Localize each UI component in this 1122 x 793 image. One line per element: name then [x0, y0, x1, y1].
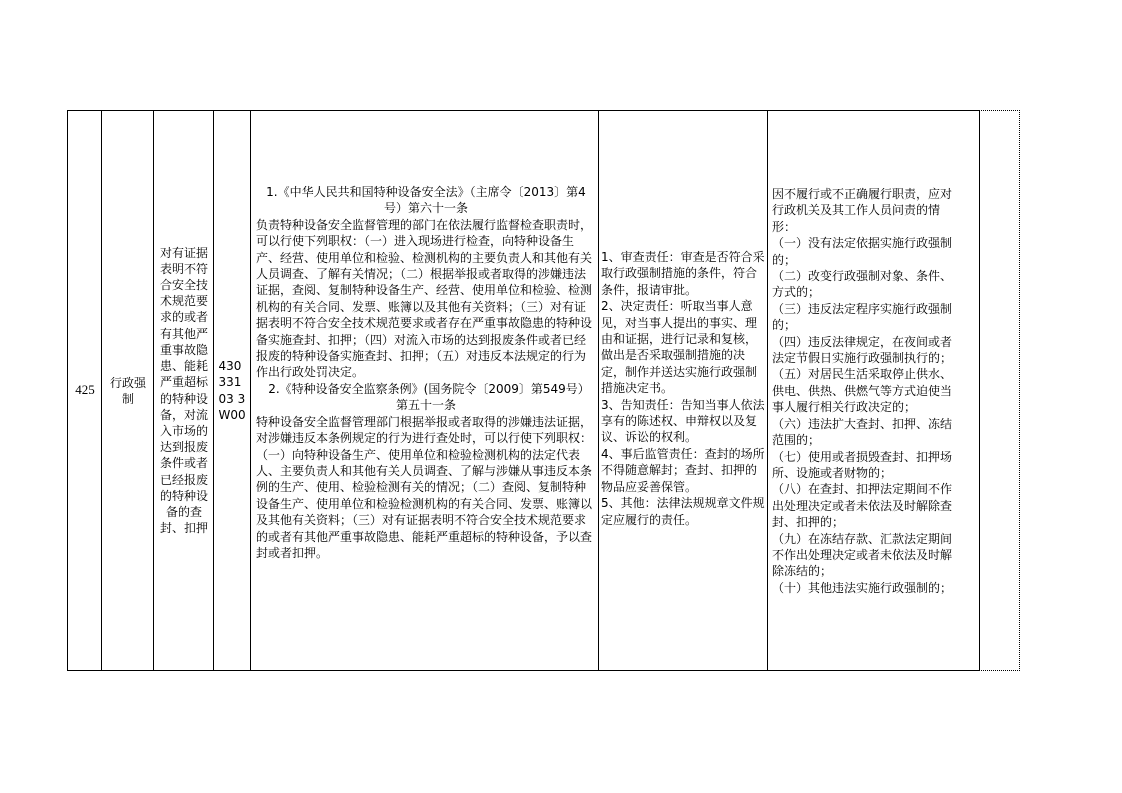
row-accountability	[772, 186, 958, 596]
accountability-item: （一）没有法定依据实施行政强制的；	[772, 236, 953, 267]
row-item-name: 对有证据表明不符合安全技术规范要求的或者有其他严重事故隐患、能耗严重超标的特种设备，对流入市场的达到报废条件或者已经报废的特种设备的查封、扣押	[159, 245, 208, 536]
basis-body-2: 特种设备安全监督管理部门根据举报或者取得的涉嫌违法证据，对涉嫌违反本条例规定的行为进行查处时，可以行使下列职权：（一）向特种设备生产、使用单位和检验检测机构的法定代表人、主要负责人和其他有关人员调查、了解与涉嫌从事违反本条例的生产、使用、检验检测有关的情况；（二）查阅、复制特种设备生产、使用单位和检验检测机构的有关合同、发票、账簿以及其他有关资料；（三）对有证据表明不符合安全技术规范要求的或者有其他严重事故隐患、能耗严重超标的特种设备，予以查封或者扣押。	[256, 414, 593, 560]
responsibility-item: 1、审查责任：审查是否符合采取行政强制措施的条件，符合条件，报请审批。	[601, 250, 765, 297]
responsibility-item: 3、告知责任：告知当事人依法享有的陈述权、申辩权以及复议、诉讼的权利。	[601, 397, 765, 445]
dotted-extra-column	[979, 110, 1020, 671]
accountability-intro: 因不履行或不正确履行职责，应对行政机关及其工作人员问责的情形：	[772, 187, 953, 234]
responsibility-item: 2、决定责任：听取当事人意见，对当事人提出的事实、理由和证据，进行记录和复核，做出是否采取强制措施的决定，制作并送达实施行政强制措施决定书。	[601, 299, 758, 396]
responsibility-item: 5、其他：法律法规规章文件规定应履行的责任。	[601, 496, 765, 527]
basis-body-1: 负责特种设备安全监督管理的部门在依法履行监督检查职责时，可以行使下列职权：（一）进入现场进行检查，向特种设备生产、经营、使用单位和检验、检测机构的主要负责人和其他有关人员调查、了解有关情况；（二）根据举报或者取得的涉嫌违法证据，查阅、复制特种设备生产、经营、使用单位和检验、检测机构的有关合同、发票、账簿以及其他有关资料；（三）对有证据表明不符合安全技术规范要求或者存在严重事故隐患的特种设备实施查封、扣押；（四）对流入市场的达到报废条件或者已经报废的特种设备实施查封、扣押；（五）对违反本法规定的行为作出行政处罚决定。	[256, 217, 593, 380]
row-code: 43033103 3W00	[218, 358, 246, 422]
row-category: 行政强制	[109, 375, 146, 406]
accountability-item: （八）在查封、扣押法定期间不作出处理决定或者未依法及时解除查封、扣押的；	[772, 482, 953, 530]
basis-title-1: 1.《中华人民共和国特种设备安全法》（主席令〔2013〕第4号）第六十一条	[266, 185, 586, 216]
responsibility-item: 4、事后监管责任：查封的场所不得随意解封；查封、扣押的物品应妥善保管。	[601, 446, 765, 494]
row-number: 425	[75, 382, 95, 398]
accountability-item: （七）使用或者损毁查封、扣押场所、设施或者财物的；	[772, 449, 953, 480]
accountability-item: （三）违反法定程序实施行政强制的；	[772, 301, 953, 333]
basis-title-2: 2.《特种设备安全监察条例》(国务院令〔2009〕第549号）第五十一条	[268, 381, 584, 413]
accountability-item: （五）对居民生活采取停止供水、供电、供热、供燃气等方式迫使当事人履行相关行政决定的；	[772, 367, 953, 415]
accountability-item: （九）在冻结存款、汇款法定期间不作出处理决定或者未依法及时解除冻结的；	[772, 531, 953, 579]
row-basis	[256, 184, 596, 561]
accountability-item: （六）违法扩大查封、扣押、冻结范围的；	[772, 416, 953, 448]
row-table	[67, 110, 980, 671]
row-responsibilities	[601, 249, 765, 528]
accountability-item: （二）改变行政强制对象、条件、方式的；	[772, 269, 953, 300]
accountability-item: （四）违反法律规定，在夜间或者法定节假日实施行政强制执行的；	[772, 334, 953, 366]
accountability-item: （十）其他违法实施行政强制的；	[772, 580, 953, 595]
